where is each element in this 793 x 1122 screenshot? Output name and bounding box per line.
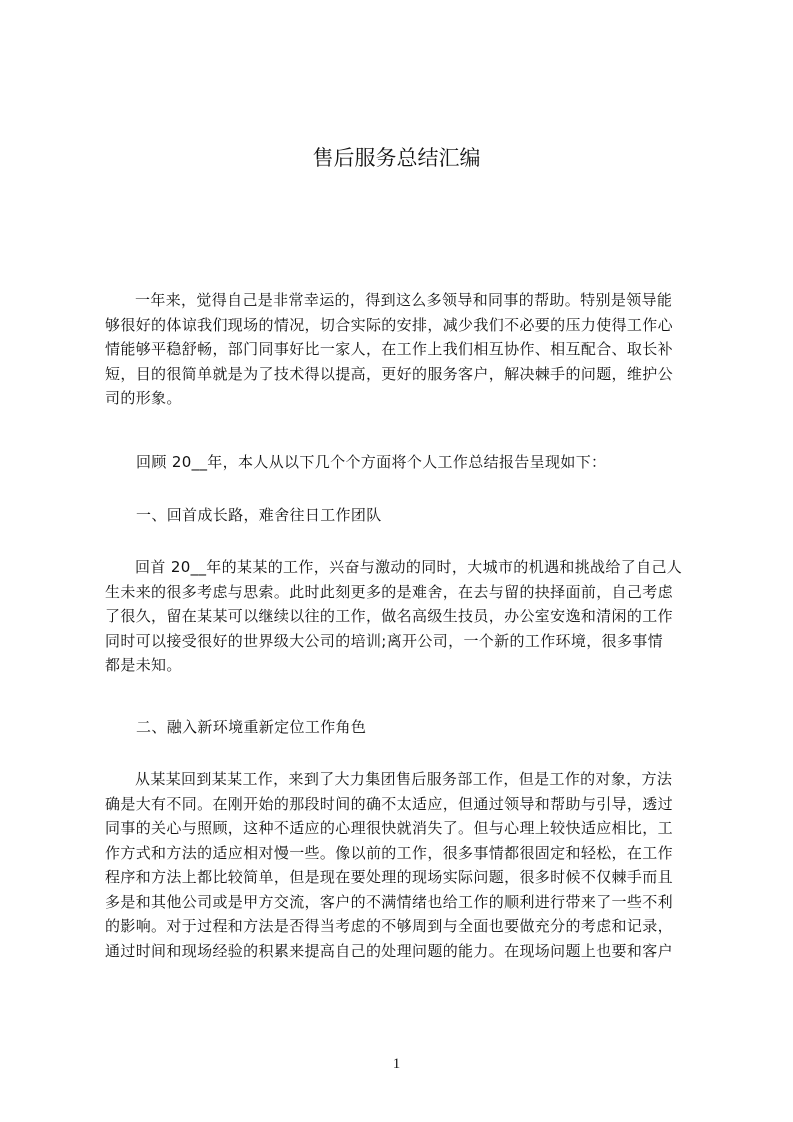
paragraph-intro — [105, 288, 703, 411]
paragraph-line: 通过时间和现场经验的积累来提高自己的处理问题的能力。在现场问题上也要和客户 — [105, 941, 673, 960]
paragraph-line: 同事的关心与照顾，这种不适应的心理很快就消失了。但与心理上较快适应相比，工 — [105, 819, 673, 837]
review-line: 回顾 20__年，本人从以下几个个方面将个人工作总结报告呈现如下： — [136, 453, 607, 471]
paragraph-section-2 — [105, 767, 703, 963]
paragraph-line: 确是大有不同。在刚开始的那段时间的确不太适应，但通过领导和帮助与引导，透过 — [105, 794, 673, 813]
paragraph-line: 一年来，觉得自己是非常幸运的，得到这么多领导和同事的帮助。特别是领导能 — [135, 291, 673, 309]
paragraph-line: 短，目的很简单就是为了技术得以提高，更好的服务客户，解决棘手的问题，维护公 — [105, 364, 673, 383]
page-number: 1 — [392, 1056, 401, 1072]
paragraph-line: 作方式和方法的适应相对慢一些。像以前的工作，很多事情都很固定和轻松，在工作 — [105, 843, 673, 862]
paragraph-line: 多是和其他公司或是甲方交流，客户的不满情绪也给工作的顺利进行带来了一些不利 — [105, 892, 673, 911]
paragraph-line: 情能够平稳舒畅，部门同事好比一家人，在工作上我们相互协作、相互配合、取长补 — [105, 340, 673, 358]
paragraph-line: 都是未知。 — [105, 656, 182, 674]
section-heading-2: 二、融入新环境重新定位工作角色 — [136, 718, 367, 736]
paragraph-line: 从某某回到某某工作，来到了大力集团售后服务部工作，但是工作的对象，方法 — [135, 770, 673, 788]
section-heading-1: 一、回首成长路，难舍往日工作团队 — [136, 506, 382, 524]
document-title: 售后服务总结汇编 — [312, 146, 481, 170]
paragraph-line: 了很久，留在某某可以继续以往的工作，做名高级生技员，办公室安逸和清闲的工作 — [105, 607, 673, 625]
paragraph-line: 的影响。对于过程和方法是否得当考虑的不够周到与全面也要做充分的考虑和记录， — [105, 917, 673, 935]
paragraph-line: 同时可以接受很好的世界级大公司的培训;离开公司，一个新的工作环境，很多事情 — [105, 631, 664, 650]
paragraph-line: 生未来的很多考虑与思索。此时此刻更多的是难舍，在去与留的抉择面前，自己考虑 — [105, 582, 673, 601]
paragraph-section-1 — [105, 555, 703, 678]
paragraph-line: 回首 20__年的某某的工作，兴奋与激动的同时，大城市的机遇和挑战给了自己人 — [135, 558, 683, 576]
paragraph-line: 司的形象。 — [105, 389, 182, 407]
paragraph-line: 程序和方法上都比较简单，但是现在要处理的现场实际问题，很多时候不仅棘手而且 — [105, 868, 673, 886]
paragraph-line: 够很好的体谅我们现场的情况，切合实际的安排，减少我们不必要的压力使得工作心 — [105, 315, 673, 334]
